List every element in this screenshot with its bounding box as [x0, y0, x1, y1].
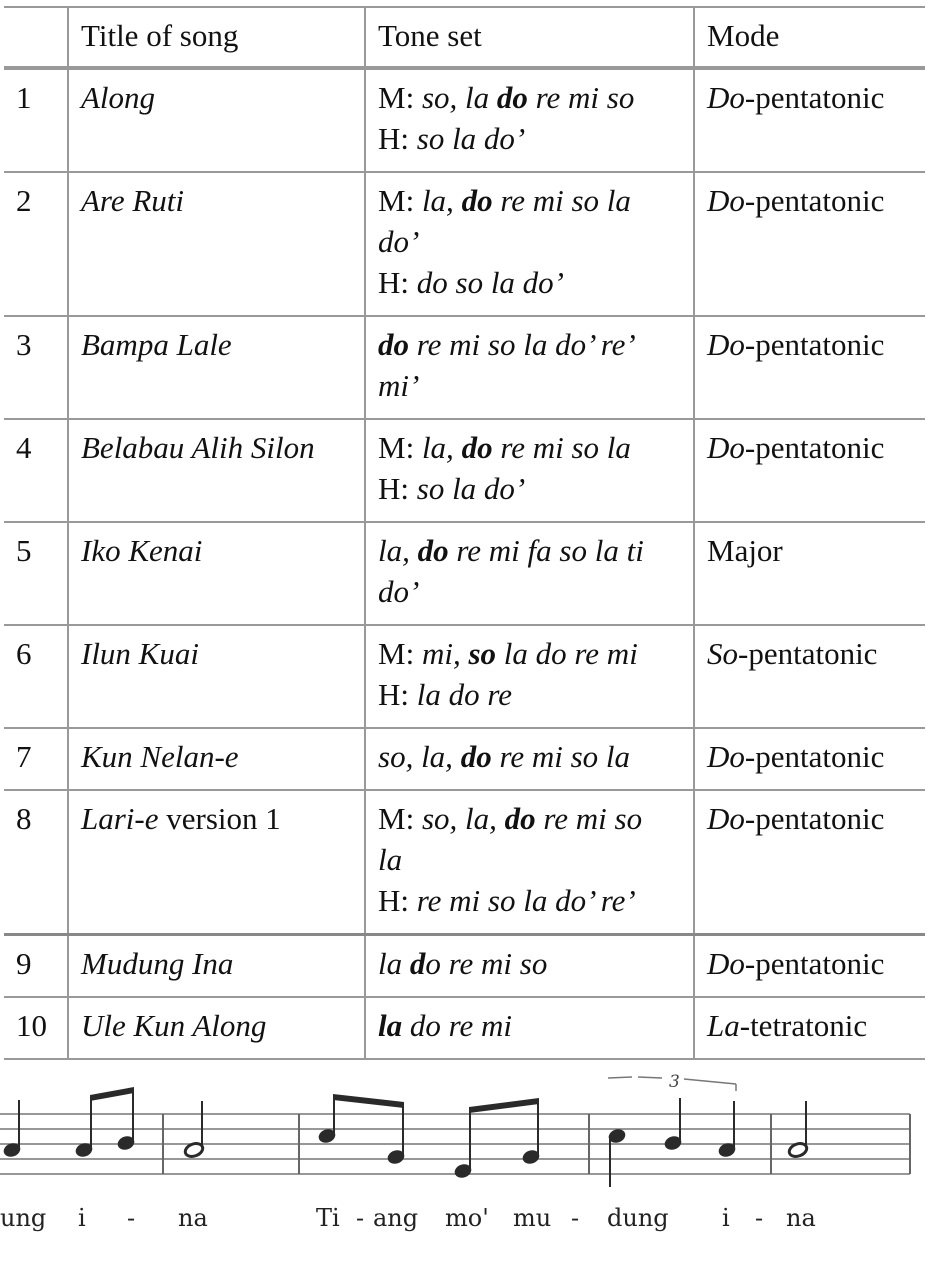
tone-set-line — [378, 262, 683, 303]
half-note — [787, 1101, 808, 1159]
text-run: do — [504, 801, 536, 836]
mode — [694, 522, 925, 625]
table-row — [4, 625, 925, 728]
text-run: Do — [707, 946, 745, 981]
text-run: La — [707, 1008, 740, 1043]
tone-set-line — [378, 1005, 683, 1046]
text-run: Do — [707, 739, 745, 774]
tone-set-line — [378, 798, 683, 839]
text-run: H: — [378, 471, 417, 506]
text-run: so la do’ — [416, 471, 526, 506]
tone-set-line — [378, 427, 683, 468]
lyric-syllable: mu — [513, 1204, 552, 1232]
mode — [694, 419, 925, 522]
mode — [694, 316, 925, 419]
tone-set — [365, 172, 694, 316]
song-title: Are Ruti — [68, 172, 365, 316]
tone-set — [365, 316, 694, 419]
lyric-syllable: ang — [373, 1204, 419, 1232]
tone-set-line — [378, 839, 683, 880]
tone-set-line — [378, 221, 683, 262]
lyrics — [0, 1204, 816, 1232]
text-run: re mi so la — [492, 430, 631, 465]
tone-set — [365, 790, 694, 935]
text-run: -tetratonic — [739, 1008, 868, 1043]
table-row — [4, 316, 925, 419]
header-number — [4, 7, 68, 68]
tone-set-line — [378, 180, 683, 221]
mode — [694, 172, 925, 316]
tone-set — [365, 997, 694, 1059]
tone-set-line — [378, 736, 683, 777]
song-title — [68, 790, 365, 935]
song-title: Along — [68, 68, 365, 172]
mode — [694, 997, 925, 1059]
text-run: do — [460, 739, 492, 774]
text-run: So — [707, 636, 738, 671]
text-run: do — [417, 533, 449, 568]
staff-lines — [0, 1114, 910, 1174]
song-number: 10 — [4, 997, 68, 1059]
table-row — [4, 522, 925, 625]
table-header — [4, 7, 925, 68]
text-run: M: — [378, 801, 422, 836]
text-run: do — [496, 80, 528, 115]
text-run: M: — [378, 636, 422, 671]
song-table — [4, 6, 925, 1060]
mode — [694, 68, 925, 172]
tone-set — [365, 68, 694, 172]
text-run: H: — [378, 677, 417, 712]
lyric-hyphen: - — [356, 1204, 365, 1232]
text-run: -pentatonic — [738, 636, 878, 671]
text-run: Do — [707, 430, 745, 465]
song-title: Belabau Alih Silon — [68, 419, 365, 522]
table-row — [4, 728, 925, 790]
text-run: so, la — [421, 80, 497, 115]
tone-set-line — [378, 77, 683, 118]
tone-set — [365, 522, 694, 625]
text-run: la — [378, 1008, 403, 1043]
text-run: Do — [707, 80, 745, 115]
mode — [694, 625, 925, 728]
lyric-syllable: i — [722, 1204, 730, 1232]
text-run: -pentatonic — [744, 80, 885, 115]
text-run: d — [409, 946, 426, 981]
lyric-syllable: ung — [0, 1204, 47, 1232]
tone-set-line — [378, 674, 683, 715]
text-run: H: — [378, 265, 417, 300]
text-run: la do re — [416, 677, 513, 712]
lyric-syllable: i — [78, 1204, 86, 1232]
text-run: Lari-e — [81, 801, 159, 836]
text-run: o re mi so — [425, 946, 548, 981]
text-run: do’ — [378, 224, 420, 259]
text-run: Do — [707, 327, 745, 362]
tone-set-line — [378, 468, 683, 509]
text-run: so, la, — [421, 801, 505, 836]
tone-set-line — [378, 571, 683, 612]
song-title: Ilun Kuai — [68, 625, 365, 728]
text-run: so, la, — [378, 739, 461, 774]
text-run: re mi so la do’ re’ — [409, 327, 636, 362]
table-row — [4, 935, 925, 998]
tone-set — [365, 625, 694, 728]
tone-set-line — [378, 365, 683, 406]
text-run: -pentatonic — [744, 946, 885, 981]
text-run: do’ — [378, 574, 420, 609]
header-title: Title of song — [68, 7, 365, 68]
text-run: la, — [421, 183, 462, 218]
tone-set — [365, 419, 694, 522]
text-run: do — [378, 327, 409, 362]
tone-set — [365, 728, 694, 790]
tuplet-number: 3 — [669, 1072, 680, 1092]
text-run: mi’ — [378, 368, 420, 403]
music-score — [0, 1070, 938, 1274]
text-run: -pentatonic — [744, 801, 885, 836]
text-run: re mi so — [535, 801, 643, 836]
text-run: do re mi — [402, 1008, 513, 1043]
half-note — [183, 1101, 204, 1159]
tone-set-line — [378, 118, 683, 159]
tone-set-line — [378, 880, 683, 921]
table-row — [4, 997, 925, 1059]
lyric-hyphen: - — [571, 1204, 580, 1232]
lyric-syllable: na — [786, 1204, 816, 1232]
text-run: la, — [378, 533, 418, 568]
table-row — [4, 172, 925, 316]
song-number: 4 — [4, 419, 68, 522]
text-run: so la do’ — [416, 121, 526, 156]
text-run: mi, — [421, 636, 469, 671]
lyric-syllable: dung — [607, 1204, 669, 1232]
table-row — [4, 790, 925, 935]
song-title: Kun Nelan-e — [68, 728, 365, 790]
text-run: re mi so la — [492, 183, 631, 218]
song-title: Bampa Lale — [68, 316, 365, 419]
header-tone-set: Tone set — [365, 7, 694, 68]
song-number: 9 — [4, 935, 68, 998]
tone-set-line — [378, 324, 683, 365]
song-number: 1 — [4, 68, 68, 172]
text-run: M: — [378, 430, 422, 465]
song-number: 8 — [4, 790, 68, 935]
text-run: la, — [421, 430, 462, 465]
text-run: Major — [707, 533, 783, 568]
text-run: re mi so la — [491, 739, 631, 774]
notes — [2, 1087, 808, 1187]
song-title: Ule Kun Along — [68, 997, 365, 1059]
tone-set — [365, 935, 694, 998]
tone-set-line — [378, 943, 683, 984]
song-number: 7 — [4, 728, 68, 790]
text-run: re mi fa so la ti — [448, 533, 644, 568]
text-run: H: — [378, 883, 417, 918]
text-run: M: — [378, 80, 422, 115]
table-body — [4, 68, 925, 1059]
text-run: so — [468, 636, 497, 671]
header-mode: Mode — [694, 7, 925, 68]
note-beamed-pair — [74, 1087, 135, 1158]
text-run: Do — [707, 183, 745, 218]
lyric-syllable: mo' — [445, 1204, 489, 1232]
text-run: re mi so la do’ re’ — [416, 883, 636, 918]
song-number: 6 — [4, 625, 68, 728]
lyric-syllable: Ti — [316, 1204, 340, 1232]
song-title: Mudung Ina — [68, 935, 365, 998]
mode — [694, 728, 925, 790]
table-row — [4, 419, 925, 522]
text-run: Do — [707, 801, 745, 836]
lyric-hyphen: - — [755, 1204, 764, 1232]
text-run: la — [378, 946, 410, 981]
text-run: version 1 — [158, 801, 281, 836]
song-number: 5 — [4, 522, 68, 625]
mode — [694, 935, 925, 998]
text-run: do — [461, 183, 493, 218]
text-run: -pentatonic — [744, 327, 885, 362]
text-run: -pentatonic — [744, 183, 885, 218]
song-number: 2 — [4, 172, 68, 316]
note-beamed-pair — [453, 1098, 540, 1179]
text-run: do so la do’ — [416, 265, 564, 300]
text-run: la — [378, 842, 403, 877]
lyric-hyphen: - — [127, 1204, 136, 1232]
lyric-syllable: na — [178, 1204, 208, 1232]
tone-set-line — [378, 530, 683, 571]
text-run: re mi so — [527, 80, 635, 115]
tone-set-line — [378, 633, 683, 674]
text-run: -pentatonic — [744, 430, 885, 465]
text-run: -pentatonic — [744, 739, 885, 774]
song-title: Iko Kenai — [68, 522, 365, 625]
text-run: la do re mi — [496, 636, 638, 671]
text-run: M: — [378, 183, 422, 218]
mode — [694, 790, 925, 935]
song-number: 3 — [4, 316, 68, 419]
text-run: H: — [378, 121, 417, 156]
text-run: do — [461, 430, 493, 465]
table-row — [4, 68, 925, 172]
